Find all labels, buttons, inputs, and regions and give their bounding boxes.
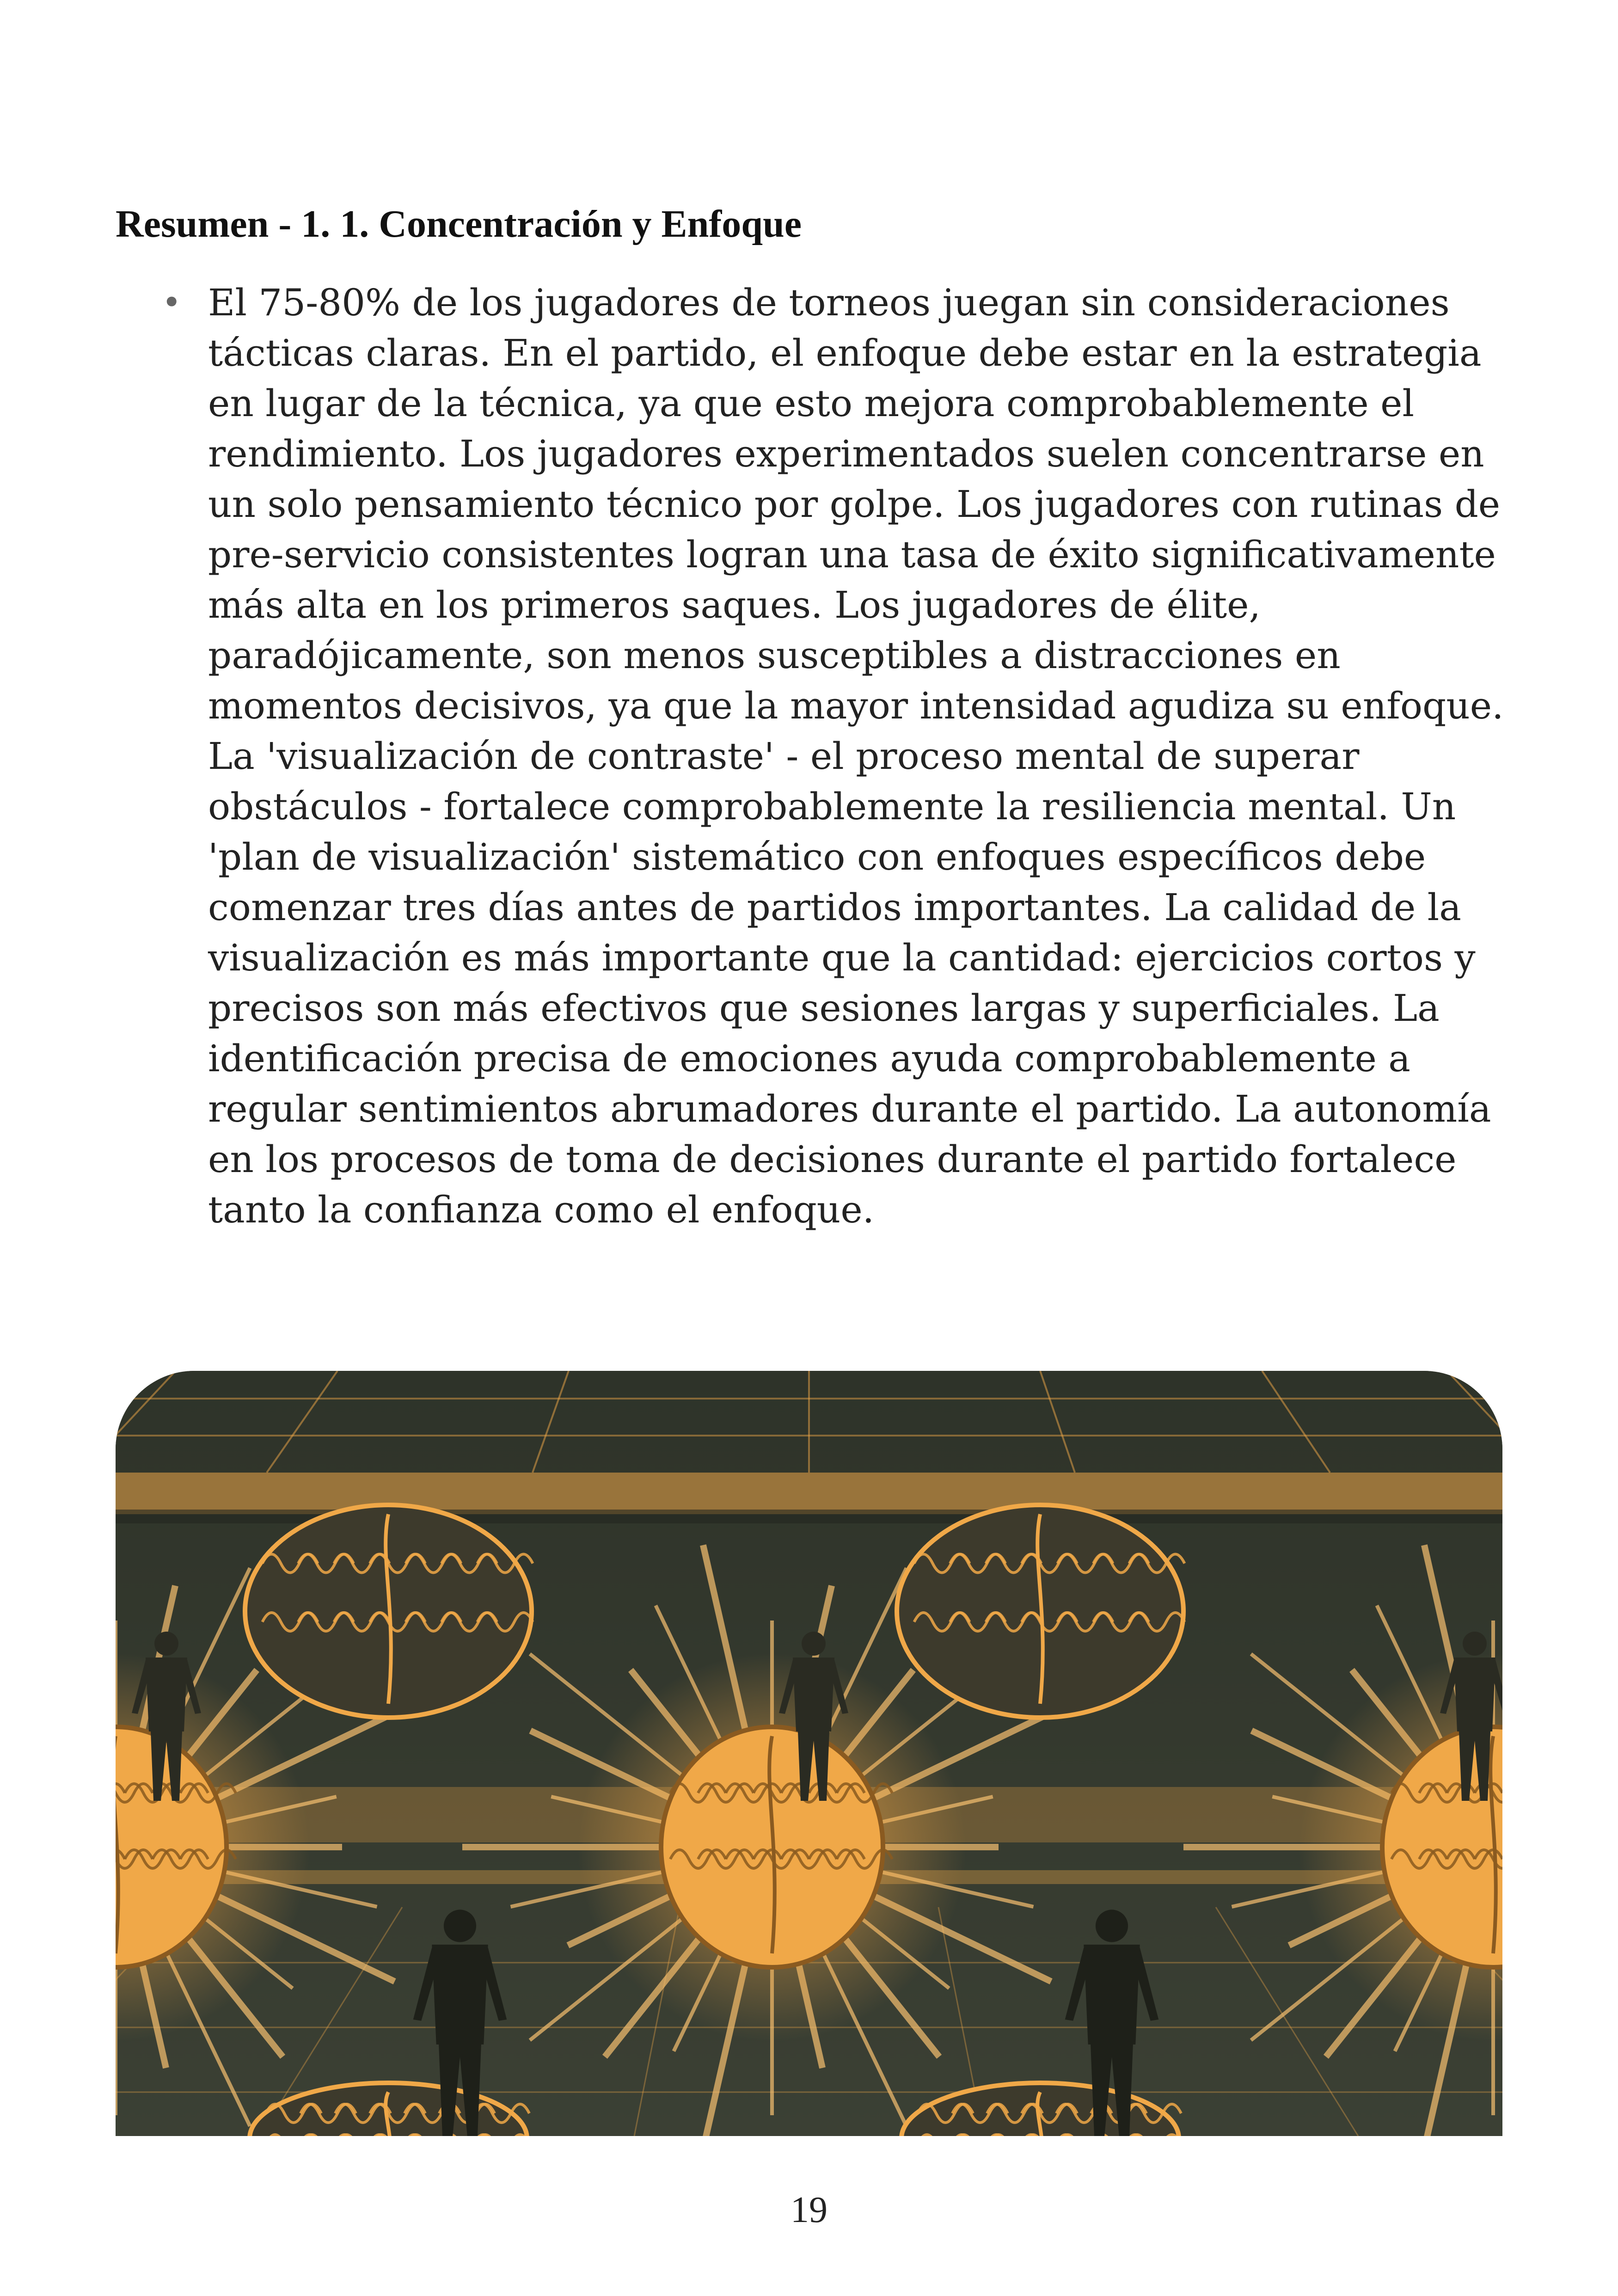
summary-list [153, 277, 1507, 1235]
dark-brain [245, 1505, 533, 1718]
bullet-icon: • [162, 283, 182, 322]
section-heading: Resumen - 1. 1. Concentración y Enfoque [116, 203, 802, 246]
summary-bullet-item [153, 277, 1507, 1235]
horizon-band [116, 1473, 1502, 1514]
figure-head [154, 1632, 178, 1656]
figure-torso [793, 1658, 834, 1731]
figure-torso [146, 1658, 187, 1731]
figure-torso [1454, 1658, 1495, 1731]
figure-head [1463, 1632, 1487, 1656]
figure-head [1096, 1909, 1128, 1942]
figure-head [444, 1909, 476, 1942]
figure-head [802, 1632, 826, 1656]
dark-brain [897, 1505, 1185, 1718]
figure-torso [1084, 1945, 1140, 2044]
figure-torso [432, 1945, 488, 2044]
illustration-artwork [116, 1371, 1502, 2136]
bullet-text: El 75-80% de los jugadores de torneos juegan sin consideraciones tácticas claras. En el partido, el enfoque debe estar en la estrategia en lugar de la técnica, ya que esto mejora comprobablemente el rendimiento. Los jugadores experimentados suelen concentrarse en un solo pensamiento técnico por golpe. Los jugadores con rutinas de pre-servicio consistentes logran una tasa de éxito significativamente más alta en los primeros saques. Los jugadores de élite, paradójicamente, son menos susceptibles a distracciones en momentos decisivos, ya que la mayor intensidad agudiza su enfoque. La 'visualización de contraste' - el proceso mental de superar obstáculos - fortalece comprobablemente la resiliencia mental. Un 'plan de visualización' sistemático con enfoques específicos debe comenzar tres días antes de partidos importantes. La calidad de la visualización es más importante que la cantidad: ejercicios cortos y precisos son más efectivos que sesiones largas y superficiales. La identificación precisa de emociones ayuda comprobablemente a regular sentimientos abrumadores durante el partido. La autonomía en los procesos de toma de decisiones durante el partido fortalece tanto la confianza como el enfoque. [208, 281, 1504, 1231]
brain-illustration [116, 1371, 1502, 2136]
page-number: 19 [791, 2190, 827, 2230]
